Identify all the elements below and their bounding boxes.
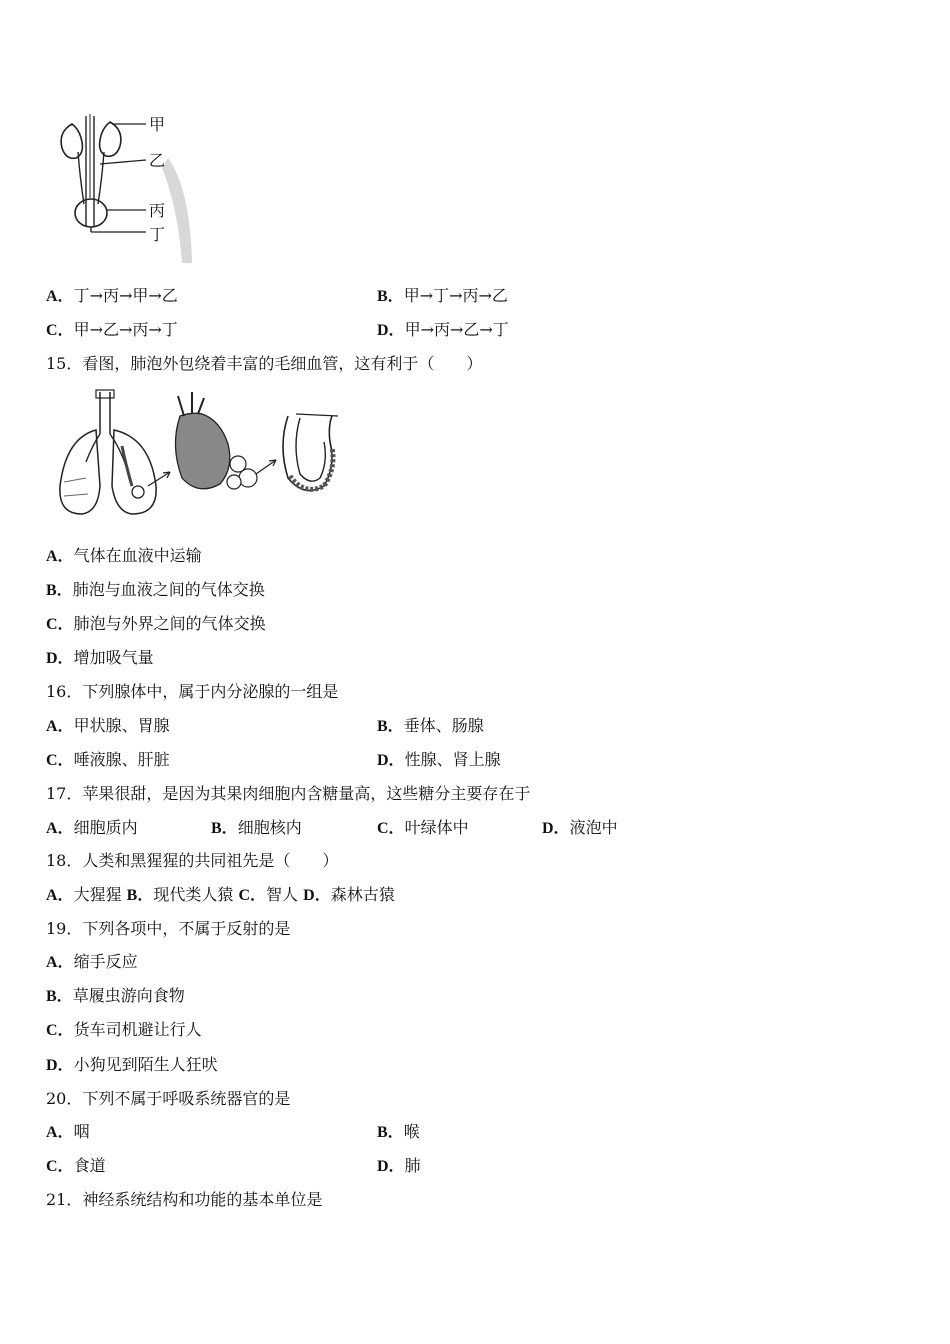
option-letter: C．: [46, 322, 74, 339]
option-text: 货车司机避让行人: [73, 1020, 202, 1039]
q15-option-a: [46, 546, 202, 567]
q19-option-a: [46, 952, 138, 973]
q17-option-d: [542, 818, 618, 839]
option-text: 甲→丁→丙→乙: [403, 286, 508, 305]
option-letter: C．: [46, 1022, 74, 1039]
option-text: 叶绿体中: [404, 818, 469, 837]
label-bing: 丙: [149, 201, 166, 220]
q15-stem: 15．看图，肺泡外包绕着丰富的毛细血管，这有利于（ ）: [46, 354, 483, 373]
option-letter: B．: [377, 288, 404, 305]
option-text: 性腺、肾上腺: [404, 750, 501, 769]
q18-stem: 18．人类和黑猩猩的共同祖先是（ ）: [46, 851, 339, 870]
option-text: 垂体、肠腺: [403, 716, 484, 735]
q21-stem: 21．神经系统结构和功能的基本单位是: [46, 1190, 323, 1209]
urinary-system-figure: [50, 108, 200, 268]
option-text: 气体在血液中运输: [73, 546, 202, 565]
option-letter: B．: [377, 718, 404, 735]
option-text: 智人: [266, 885, 299, 904]
q15-option-d: [46, 648, 154, 669]
option-letter: D．: [303, 887, 331, 904]
q20-stem: 20．下列不属于呼吸系统器官的是: [46, 1089, 291, 1108]
option-text: 唾液腺、肝脏: [73, 750, 170, 769]
option-letter: B．: [46, 582, 73, 599]
q18-options: [46, 885, 395, 906]
q16-option-d: [377, 750, 501, 771]
option-text: 喉: [403, 1122, 420, 1141]
option-letter: B．: [46, 988, 73, 1005]
option-text: 丁→丙→甲→乙: [73, 286, 178, 305]
option-letter: A．: [46, 548, 74, 565]
option-letter: A．: [46, 718, 74, 735]
q17-option-c: [377, 818, 469, 839]
option-letter: D．: [46, 650, 74, 667]
q14-option-b: [377, 286, 508, 307]
q14-option-d: [377, 320, 509, 341]
option-letter: C．: [377, 820, 405, 837]
q17-stem: 17．苹果很甜，是因为其果肉细胞内含糖量高，这些糖分主要存在于: [46, 784, 531, 803]
q19-stem: 19．下列各项中，不属于反射的是: [46, 919, 291, 938]
q20-option-d: [377, 1156, 421, 1177]
option-text: 现代类人猿: [153, 885, 234, 904]
q17-option-b: [211, 818, 302, 839]
option-letter: D．: [542, 820, 570, 837]
option-letter: A．: [46, 887, 74, 904]
option-letter: A．: [46, 954, 74, 971]
q19-option-c: [46, 1020, 202, 1041]
label-ding: 丁: [149, 225, 166, 244]
q14-option-c: [46, 320, 178, 341]
q14-option-a: [46, 286, 178, 307]
q16-option-c: [46, 750, 170, 771]
option-letter: D．: [377, 752, 405, 769]
q20-option-a: [46, 1122, 90, 1143]
option-text: 缩手反应: [73, 952, 138, 971]
q16-option-a: [46, 716, 170, 737]
option-text: 小狗见到陌生人狂吠: [73, 1055, 218, 1074]
option-letter: A．: [46, 1124, 74, 1141]
option-letter: B．: [211, 820, 238, 837]
option-letter: A．: [46, 820, 74, 837]
option-text: 细胞质内: [73, 818, 138, 837]
option-text: 食道: [73, 1156, 106, 1175]
option-letter: C．: [46, 752, 74, 769]
lung-alveoli-figure: [52, 386, 342, 520]
option-text: 咽: [73, 1122, 90, 1141]
option-letter: D．: [377, 322, 405, 339]
label-yi: 乙: [149, 151, 166, 170]
option-letter: C．: [46, 1158, 74, 1175]
q15-option-c: [46, 614, 266, 635]
option-text: 肺: [404, 1156, 421, 1175]
option-text: 细胞核内: [237, 818, 302, 837]
option-letter: D．: [377, 1158, 405, 1175]
option-text: 液泡中: [569, 818, 618, 837]
option-text: 甲→丙→乙→丁: [404, 320, 509, 339]
q20-option-b: [377, 1122, 420, 1143]
q17-option-a: [46, 818, 138, 839]
q20-option-c: [46, 1156, 106, 1177]
option-letter: D．: [46, 1057, 74, 1074]
option-letter: C．: [46, 616, 74, 633]
option-text: 肺泡与外界之间的气体交换: [73, 614, 266, 633]
option-text: 大猩猩: [73, 885, 122, 904]
option-text: 增加吸气量: [73, 648, 154, 667]
q16-stem: 16．下列腺体中，属于内分泌腺的一组是: [46, 682, 339, 701]
q19-option-d: [46, 1055, 218, 1076]
option-text: 甲→乙→丙→丁: [73, 320, 178, 339]
option-letter: B．: [377, 1124, 404, 1141]
option-letter: C．: [238, 887, 267, 904]
option-letter: B．: [126, 887, 154, 904]
option-text: 甲状腺、胃腺: [73, 716, 170, 735]
option-text: 肺泡与血液之间的气体交换: [72, 580, 265, 599]
label-jia: 甲: [149, 115, 166, 134]
option-letter: A．: [46, 288, 74, 305]
q19-option-b: [46, 986, 185, 1007]
q15-option-b: [46, 580, 265, 601]
q16-option-b: [377, 716, 484, 737]
option-text: 森林古猿: [330, 885, 395, 904]
option-text: 草履虫游向食物: [72, 986, 185, 1005]
